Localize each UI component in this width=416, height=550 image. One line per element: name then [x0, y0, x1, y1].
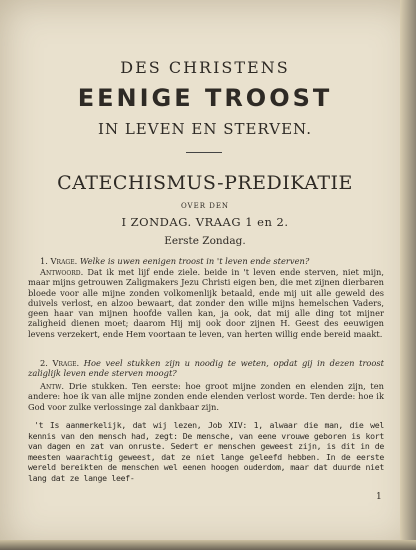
question-1 — [28, 256, 384, 266]
answer-1 — [28, 267, 384, 339]
answer-2 — [28, 381, 384, 412]
header-line-2: EENIGE TROOST — [77, 84, 333, 112]
over-den-label: OVER DEN — [180, 202, 230, 210]
header-line-1: DES CHRISTENS — [120, 58, 290, 77]
first-sunday-heading: Eerste Zondag. — [164, 235, 246, 247]
answer-2-text: Drie stukken. Ten eerste: hoe groot mijne zonden en elenden zijn, ten andere: hoe ik van alle mijne zonden ende elenden verlost worde. Ten derde: hoe ik God voor zulke verlossinge zal dankbaar zijn. — [28, 381, 385, 412]
answer-2-label: Antw. — [40, 381, 65, 391]
page-bottom-edge — [0, 540, 416, 550]
answer-1-label: Antwoord. — [40, 267, 84, 277]
question-1-label: 1. Vrage. — [40, 256, 78, 266]
sunday-line: I ZONDAG. VRAAG 1 en 2. — [121, 215, 289, 229]
gothic-paragraph: 't Is aanmerkelijk, dat wij lezen, Job XIV: 1, alwaar die man, die wel kennis van den mensch had, zegt: De mensche, van eene vrouwe geboren is kort van dagen en zat van onruste. Sedert er menschen geweest zijn, is dit in de meesten waarachtig geweest, dat ze niet lange geleefd hebben. In de eerste wereld bereikten de menschen wel eenen hoogen ouderdom, maar dat duurde niet lang dat ze lange leef- — [28, 420, 384, 483]
page-number: 1 — [376, 492, 382, 502]
page-gutter — [400, 0, 416, 550]
question-2 — [28, 358, 384, 379]
header-line-3: IN LEVEN EN STERVEN. — [98, 120, 312, 138]
answer-1-text: Dat ik met lijf ende ziele. beide in 't leven ende sterven, niet mijn, maar mijns getrouwen Zaligmakers Jezu Christi eigen ben, die met zijnen dierbaren bloede voor alle mijne zonden volkomenlijk betaald, ende mij uit alle geweld des duivels verlost, en alzoo bewaart, dat zonder den wille mijns hemelschen Vaders, geen haar van mijnen hoofde vallen kan, ja ook, dat mij alle ding tot mijner zaligheid dienen moet; daarom Hij mij ook door zijnen H. Geest des eeuwigen levens verzekert, ende Hem voortaan te leven, van herten willig ende bereid maakt. — [28, 267, 384, 339]
divider-rule — [186, 152, 222, 153]
question-2-label: 2. Vrage. — [40, 358, 80, 368]
question-2-text: Hoe veel stukken zijn u noodig te weten, opdat gij in dezen troost zaliglijk leven ende sterven moogt? — [28, 358, 385, 379]
question-1-text: Welke is uwen eenigen troost in 't leven ende sterven? — [79, 256, 310, 266]
section-title: CATECHISMUS-PREDIKATIE — [57, 172, 353, 194]
